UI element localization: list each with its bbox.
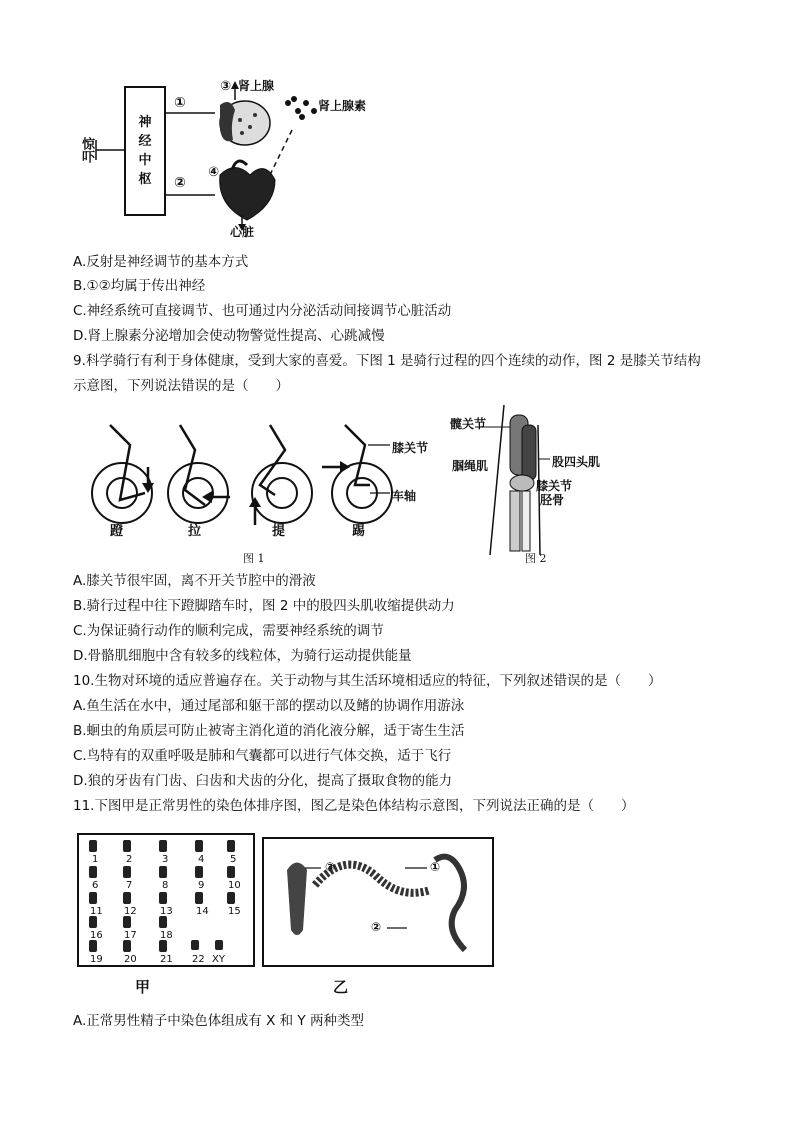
chromosome-number: 18 — [160, 930, 173, 941]
chromosome-number: 10 — [228, 880, 241, 891]
figure-2-caption: 图 2 — [525, 552, 547, 565]
chromosome-number: 7 — [126, 880, 133, 891]
q8-option-c: C.神经系统可直接调节、也可通过内分泌活动间接调节心脏活动 — [73, 303, 452, 319]
chromosome-number: 12 — [124, 906, 137, 917]
path-1-label: ① — [174, 95, 186, 111]
knee-label: 膝关节 — [392, 441, 429, 455]
q8-option-b: B.①②均属于传出神经 — [73, 278, 206, 294]
action-label: 踢 — [352, 524, 366, 539]
nerve-regulation-figure — [70, 75, 400, 245]
knee2-label: 膝关节 — [536, 479, 573, 493]
label-3: ③ — [220, 79, 232, 94]
q10-option-d: D.狼的牙齿有门齿、臼齿和犬齿的分化，提高了摄取食物的能力 — [73, 773, 453, 789]
chromosome-diagram — [75, 830, 500, 970]
heart-label: 心脏 — [230, 225, 255, 239]
q9-option-b: B.骑行过程中往下蹬脚踏车时，图 2 中的股四头肌收缩提供动力 — [73, 598, 455, 614]
center-char: 神 — [138, 115, 152, 130]
center-char: 中 — [138, 153, 152, 168]
chromosome-number: 22 — [192, 954, 205, 965]
chromosome-number: 6 — [92, 880, 99, 891]
cycling-figure — [70, 405, 730, 570]
structure-label-3: ③ — [325, 860, 336, 874]
q9-stem-line2: 示意图，下列说法错误的是（ ） — [73, 378, 289, 394]
chromosome-number: 1 — [92, 854, 99, 865]
chromosome-number: 11 — [90, 906, 103, 917]
chromosome-number: 15 — [228, 906, 241, 917]
chromosome-number: 13 — [160, 906, 173, 917]
q10-option-a: A.鱼生活在水中，通过尾部和躯干部的摆动以及鳍的协调作用游泳 — [73, 698, 465, 714]
chromosome-number: XY — [212, 954, 225, 965]
q11-stem: 11.下图甲是正常男性的染色体排序图，图乙是染色体结构示意图，下列说法正确的是（ ） — [73, 798, 635, 814]
chromosome-number: 14 — [196, 906, 209, 917]
chromosome-figure — [75, 830, 500, 1000]
chromosome-number: 5 — [230, 854, 237, 865]
adrenal-label: 肾上腺 — [238, 79, 275, 93]
chromosome-number: 9 — [198, 880, 205, 891]
axle-label: 车轴 — [392, 489, 417, 503]
hip-label: 髋关节 — [450, 417, 487, 431]
structure-label-1: ① — [430, 860, 441, 874]
figure-1-caption: 图 1 — [243, 552, 265, 565]
figure-yi-caption: 乙 — [333, 978, 349, 996]
path-2-label: ② — [174, 175, 186, 191]
q10-option-c: C.鸟特有的双重呼吸是肺和气囊都可以进行气体交换，适于飞行 — [73, 748, 452, 764]
chromosome-number: 2 — [126, 854, 133, 865]
quad-label: 股四头肌 — [552, 455, 601, 469]
q8-option-d: D.肾上腺素分泌增加会使动物警觉性提高、心跳减慢 — [73, 328, 385, 344]
chromosome-number: 16 — [90, 930, 103, 941]
q9-option-a: A.膝关节很牢固，离不开关节腔中的滑液 — [73, 573, 316, 589]
action-label: 提 — [272, 524, 286, 539]
hamstring-label: 腘绳肌 — [452, 459, 489, 473]
chromosome-number: 21 — [160, 954, 173, 965]
action-label: 拉 — [188, 524, 202, 539]
chromosome-number: 17 — [124, 930, 137, 941]
center-char: 枢 — [138, 172, 152, 187]
q10-option-b: B.蛔虫的角质层可防止被寄主消化道的消化液分解，适于寄生生活 — [73, 723, 465, 739]
label-4: ④ — [208, 165, 220, 180]
chromosome-number: 8 — [162, 880, 169, 891]
chromosome-number: 19 — [90, 954, 103, 965]
q9-option-c: C.为保证骑行动作的顺利完成，需要神经系统的调节 — [73, 623, 384, 639]
q10-stem: 10.生物对环境的适应普遍存在。关于动物与其生活环境相适应的特征，下列叙述错误的是（ ） — [73, 673, 662, 689]
q11-option-a: A.正常男性精子中染色体组成有 X 和 Y 两种类型 — [73, 1013, 364, 1029]
figure-jia-caption: 甲 — [135, 978, 151, 996]
chromosome-number: 20 — [124, 954, 137, 965]
tibia-label: 胫骨 — [540, 493, 565, 507]
q8-option-a: A.反射是神经调节的基本方式 — [73, 254, 249, 270]
stimulus-label: 惊吓 — [79, 137, 94, 163]
structure-label-2: ② — [371, 920, 382, 934]
chromosome-number: 3 — [162, 854, 169, 865]
hormone-label: 肾上腺素 — [318, 99, 367, 113]
q9-stem-line1: 9.科学骑行有利于身体健康，受到大家的喜爱。下图 1 是骑行过程的四个连续的动作，图 2 是膝关节结构 — [73, 353, 701, 369]
action-label: 蹬 — [110, 524, 124, 539]
center-char: 经 — [138, 134, 152, 149]
q9-option-d: D.骨骼肌细胞中含有较多的线粒体，为骑行运动提供能量 — [73, 648, 412, 664]
chromosome-number: 4 — [198, 854, 205, 865]
nerve-center-label — [132, 113, 158, 189]
